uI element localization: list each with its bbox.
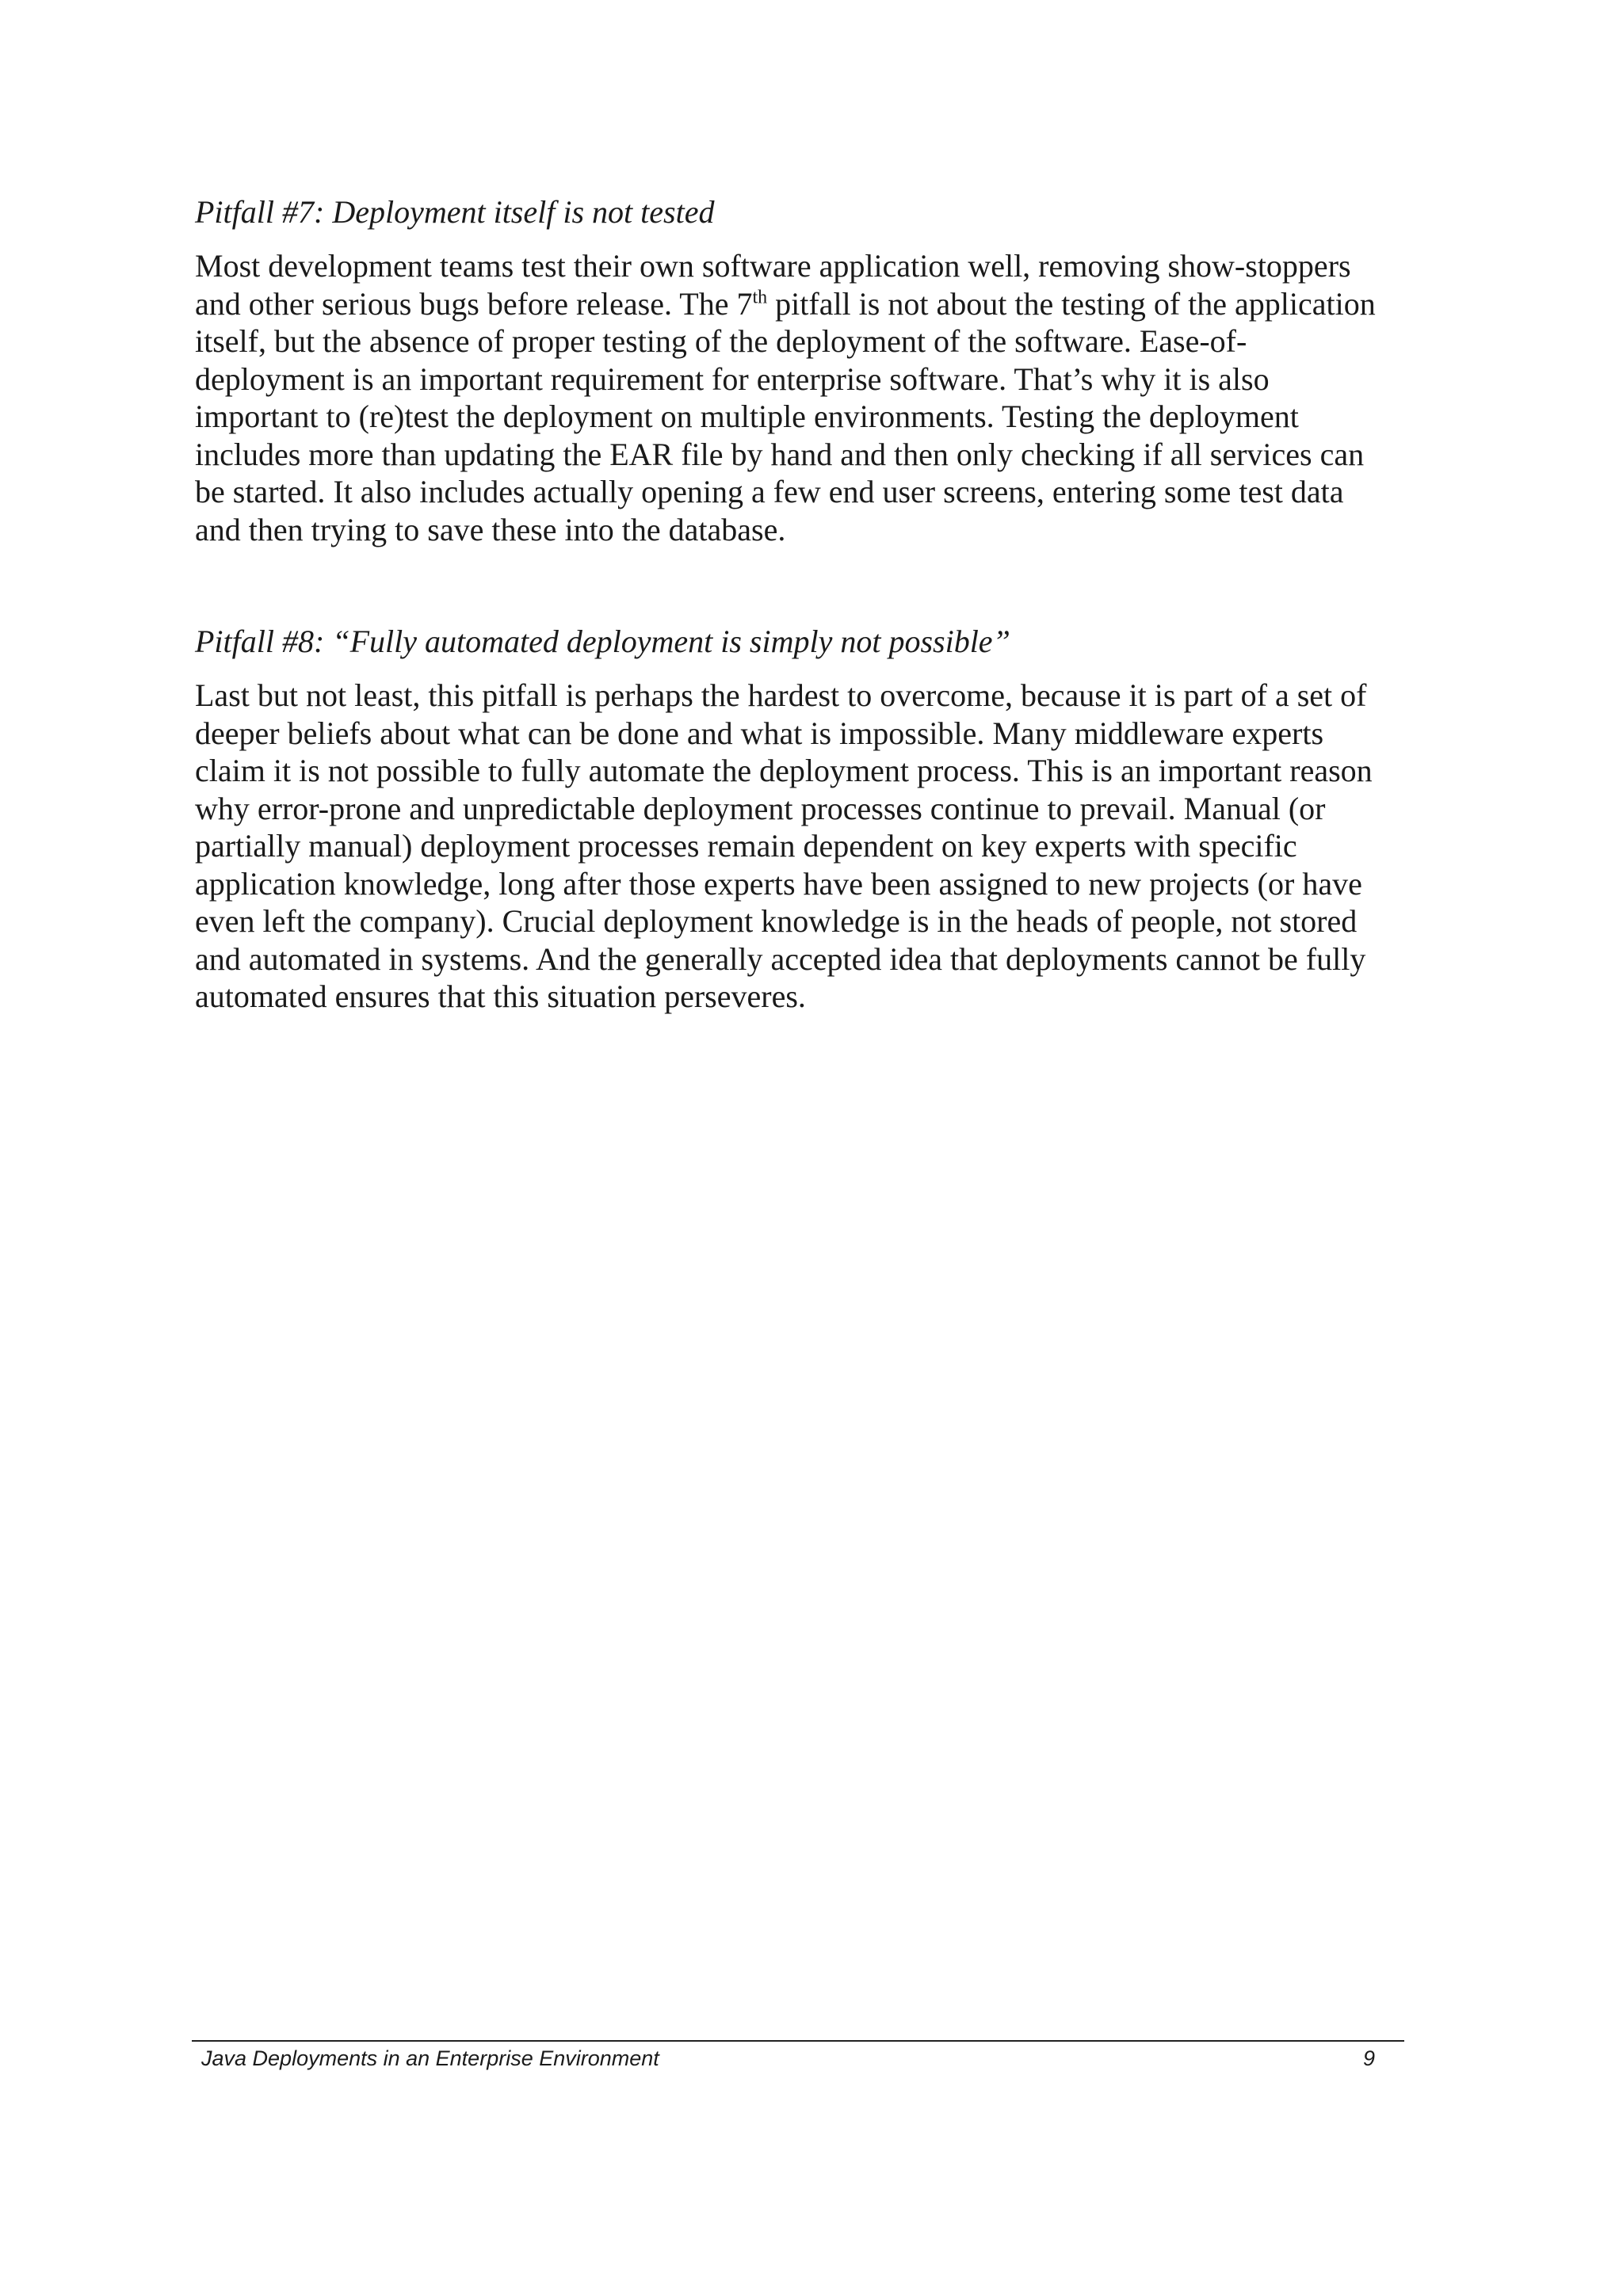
- section-body: [195, 677, 1431, 1016]
- body-line: deeper beliefs about what can be done and what is impossible. Many middleware experts: [195, 715, 1324, 751]
- ordinal-suffix: th: [752, 287, 768, 308]
- body-line: application knowledge, long after those experts have been assigned to new projects (or have: [195, 865, 1362, 902]
- body-line: even left the company). Crucial deployment knowledge is in the heads of people, not stored: [195, 903, 1358, 939]
- section-pitfall-8: [195, 623, 1431, 1016]
- body-line: and automated in systems. And the generally accepted idea that deployments cannot be fully: [195, 940, 1366, 977]
- body-line: claim it is not possible to fully automate the deployment process. This is an important reason: [195, 753, 1373, 788]
- body-line: includes more than updating the EAR file by hand and then only checking if all services can: [195, 436, 1365, 472]
- section-body: [195, 247, 1431, 548]
- footer-divider: [192, 2040, 1404, 2042]
- body-line: itself, but the absence of proper testing of the deployment of the software. Ease-of-: [195, 323, 1247, 359]
- body-line: deployment is an important requirement for enterprise software. That’s why it is also: [195, 360, 1270, 397]
- body-line: automated ensures that this situation perseveres.: [195, 978, 806, 1014]
- body-line: be started. It also includes actually opening a few end user screens, entering some test data: [195, 474, 1344, 509]
- body-line: [195, 285, 1431, 323]
- body-line: partially manual) deployment processes remain dependent on key experts with specific: [195, 828, 1297, 864]
- page-number: 9: [1363, 2046, 1376, 2070]
- body-line: important to (re)test the deployment on multiple environments. Testing the deployment: [195, 399, 1299, 434]
- body-line: and then trying to save these into the database.: [195, 511, 786, 547]
- body-line: Last but not least, this pitfall is perhaps the hardest to overcome, because it is part of a set of: [195, 677, 1367, 713]
- body-line: Most development teams test their own software application well, removing show-stoppers: [195, 248, 1351, 284]
- section-heading: Pitfall #8: “Fully automated deployment is simply not possible”: [195, 624, 1010, 659]
- body-line: why error-prone and unpredictable deployment processes continue to prevail. Manual (or: [195, 790, 1326, 826]
- body-text: pitfall is not about the testing of the application: [767, 285, 1376, 322]
- body-text: and other serious bugs before release. The 7: [195, 285, 753, 322]
- section-pitfall-7: [195, 193, 1431, 548]
- section-heading: Pitfall #7: Deployment itself is not tested: [195, 194, 715, 230]
- footer-title: Java Deployments in an Enterprise Environment: [201, 2046, 659, 2070]
